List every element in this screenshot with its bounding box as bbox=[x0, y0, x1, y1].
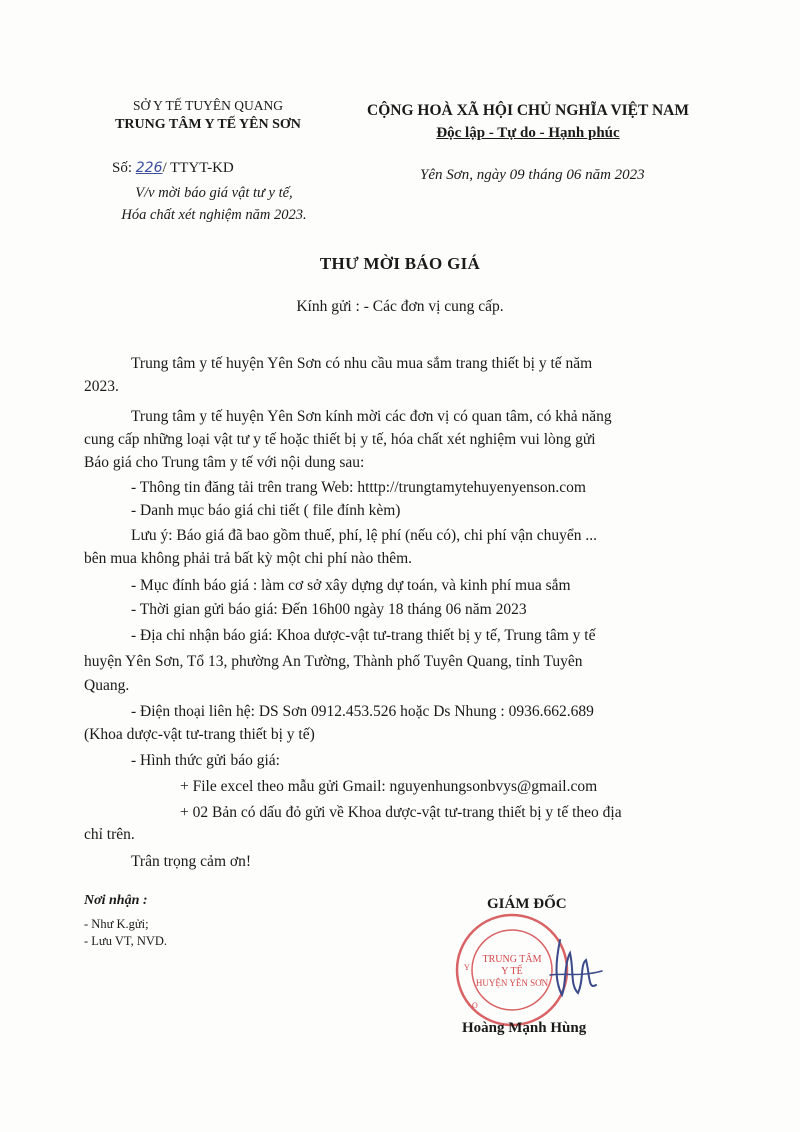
body-p1-line1: Trung tâm y tế huyện Yên Sơn có nhu cầu mua sắm trang thiết bị y tế năm bbox=[131, 355, 593, 372]
document-number bbox=[112, 160, 234, 177]
body-phone-line2: (Khoa dược-vật tư-trang thiết bị y tế) bbox=[84, 726, 315, 743]
document-subject bbox=[84, 182, 344, 226]
signer-name: Hoàng Mạnh Hùng bbox=[462, 1020, 587, 1036]
body-deadline: - Thời gian gửi báo giá: Đến 16h00 ngày 18 tháng 06 năm 2023 bbox=[131, 601, 527, 618]
nation-title: CỘNG HOÀ XÃ HỘI CHỦ NGHĨA VIỆT NAM bbox=[367, 102, 689, 119]
national-motto: Độc lập - Tự do - Hạnh phúc bbox=[436, 125, 620, 141]
svg-text:Y: Y bbox=[464, 963, 470, 972]
agency-name: SỞ Y TẾ TUYÊN QUANG bbox=[133, 98, 283, 113]
date-line: Yên Sơn, ngày 09 tháng 06 năm 2023 bbox=[420, 167, 645, 183]
issuing-authority bbox=[78, 96, 338, 134]
doc-number-prefix: Số: bbox=[112, 160, 133, 176]
handwritten-signature bbox=[540, 935, 610, 1005]
body-p2-line3: Báo giá cho Trung tâm y tế với nội dung sau: bbox=[84, 454, 365, 471]
closing-thanks: Trân trọng cảm ơn! bbox=[131, 853, 251, 870]
recipient-line: Kính gửi : - Các đơn vị cung cấp. bbox=[296, 298, 504, 315]
recipient-item: - Như K.gửi; bbox=[84, 917, 149, 931]
svg-text:Y TẾ: Y TẾ bbox=[501, 966, 523, 977]
signer-title: GIÁM ĐỐC bbox=[487, 896, 567, 912]
body-method-email: + File excel theo mẫu gửi Gmail: nguyenhungsonbvys@gmail.com bbox=[180, 778, 598, 795]
recipient-item: - Lưu VT, NVD. bbox=[84, 934, 168, 948]
national-header bbox=[338, 100, 718, 144]
document-title: THƯ MỜI BÁO GIÁ bbox=[319, 254, 481, 273]
body-list: - Danh mục báo giá chi tiết ( file đính kèm) bbox=[131, 502, 401, 519]
recipients-title: Nơi nhận : bbox=[84, 893, 148, 908]
body-method: - Hình thức gửi báo giá: bbox=[131, 752, 280, 769]
doc-number-suffix: / TTYT-KD bbox=[162, 160, 234, 176]
svg-text:TRUNG TÂM: TRUNG TÂM bbox=[482, 954, 542, 965]
svg-text:HUYỆN YÊN SƠN: HUYỆN YÊN SƠN bbox=[475, 978, 549, 988]
body-address-line1: - Địa chỉ nhận báo giá: Khoa dược-vật tư-trang thiết bị y tế, Trung tâm y tế bbox=[131, 627, 596, 644]
body-purpose: - Mục đính báo giá : làm cơ sở xây dựng dự toán, và kinh phí mua sắm bbox=[131, 577, 571, 594]
unit-name: TRUNG TÂM Y TẾ YÊN SƠN bbox=[115, 117, 301, 132]
body-web: - Thông tin đăng tải trên trang Web: htttp://trungtamytehuyenyenson.com bbox=[131, 479, 586, 496]
svg-text:O: O bbox=[472, 1001, 478, 1010]
body-p2-line2: cung cấp những loại vật tư y tế hoặc thiết bị y tế, hóa chất xét nghiệm vui lòng gửi bbox=[84, 431, 596, 448]
body-p2-line1: Trung tâm y tế huyện Yên Sơn kính mời các đơn vị có quan tâm, có khả năng bbox=[131, 408, 612, 425]
body-note-line1: Lưu ý: Báo giá đã bao gồm thuế, phí, lệ phí (nếu có), chi phí vận chuyển ... bbox=[131, 527, 597, 544]
subject-line-1: V/v mời báo giá vật tư y tế, bbox=[135, 185, 293, 201]
body-address-line3: Quang. bbox=[84, 677, 130, 694]
body-note-line2: bên mua không phải trả bất kỳ một chi phí nào thêm. bbox=[84, 550, 413, 567]
body-address-line2: huyện Yên Sơn, Tổ 13, phường An Tường, Thành phố Tuyên Quang, tỉnh Tuyên bbox=[84, 653, 583, 670]
body-method-paper-line2: chỉ trên. bbox=[84, 826, 135, 843]
subject-line-2: Hóa chất xét nghiệm năm 2023. bbox=[121, 207, 307, 223]
body-method-paper-line1: + 02 Bản có dấu đỏ gửi về Khoa dược-vật tư-trang thiết bị y tế theo địa bbox=[180, 804, 622, 821]
body-phone-line1: - Điện thoại liên hệ: DS Sơn 0912.453.526 hoặc Ds Nhung : 0936.662.689 bbox=[131, 703, 594, 720]
body-p1-line2: 2023. bbox=[84, 378, 119, 395]
doc-number-handwritten: 226 bbox=[135, 160, 163, 176]
